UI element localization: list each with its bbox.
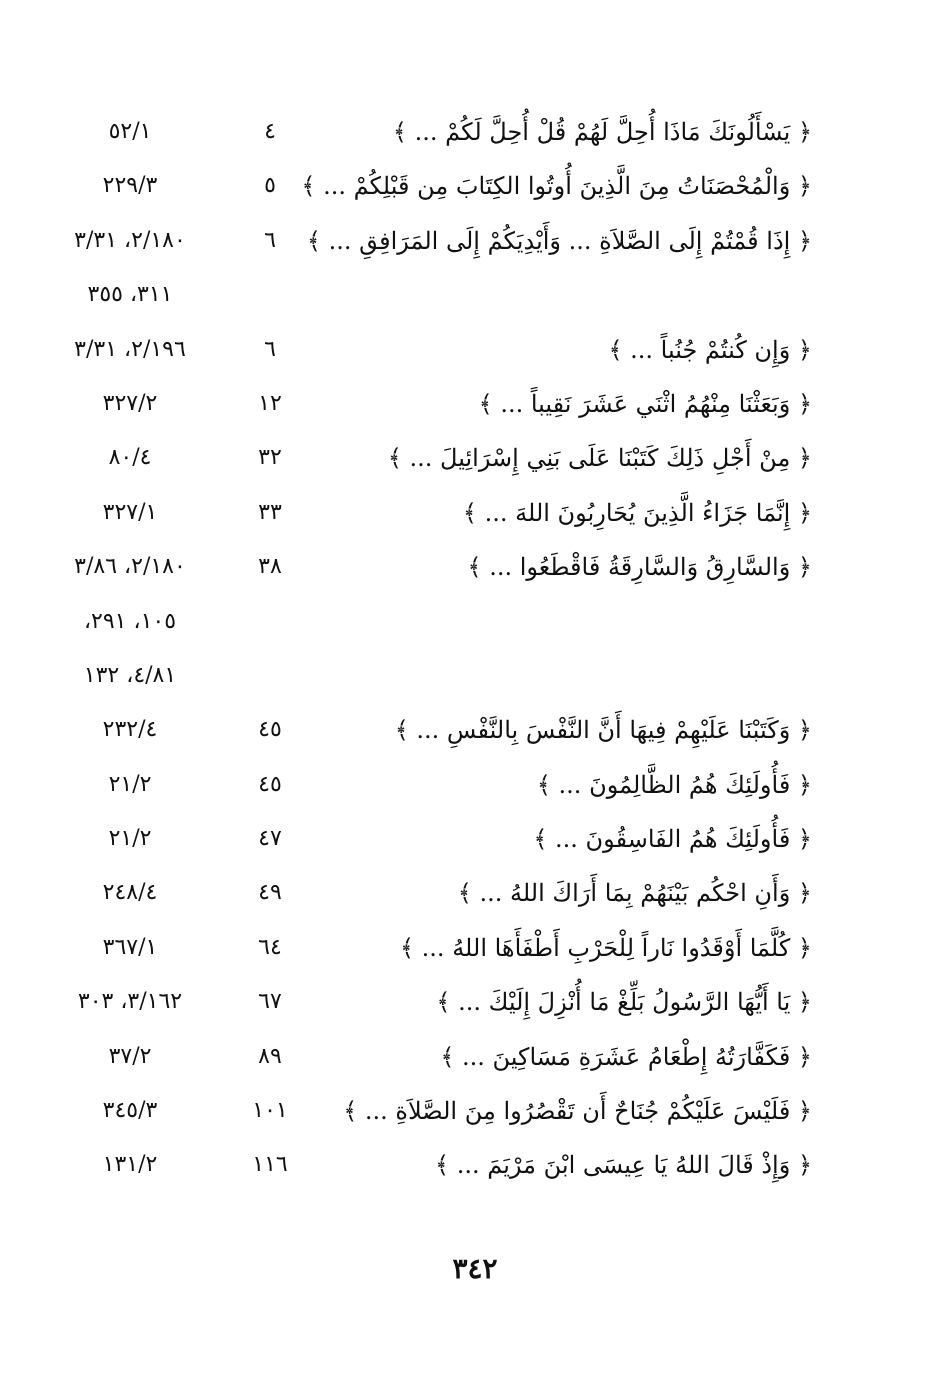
verse-text: ﴿ وَإِن كُنتُمْ جُنُباً ... ﴾ — [608, 335, 812, 364]
verse-number: ٥ — [264, 173, 276, 199]
verse-number: ٤ — [264, 119, 276, 144]
verse-number: ٦ — [264, 336, 276, 362]
index-row — [0, 323, 950, 377]
verse-text: ﴿ فَأُولَئِكَ هُمُ الفَاسِقُونَ ... ﴾ — [533, 825, 812, 854]
verse-number: ٦٧ — [258, 989, 282, 1015]
index-row — [0, 649, 950, 703]
verse-number: ٣٨ — [258, 554, 282, 580]
page-reference: ٢/١٩٦، ٣/٣١ — [74, 336, 186, 362]
index-row — [0, 377, 950, 431]
verse-text: ﴿ إِنَّمَا جَزَاءُ الَّذِينَ يُحَارِبُونَ اللهَ ... ﴾ — [462, 498, 812, 527]
verse-number: ٤٧ — [258, 826, 282, 852]
index-row — [0, 1084, 950, 1138]
page-reference: ٢/١٨٠، ٣/٨٦ — [74, 554, 186, 580]
index-row — [0, 921, 950, 975]
index-row — [0, 866, 950, 920]
page-reference: ٥٢/١ — [108, 119, 152, 144]
page-reference: ٣٦٧/١ — [102, 934, 158, 960]
index-row — [0, 758, 950, 812]
verse-text: ﴿ يَسْأَلُونَكَ مَاذَا أُحِلَّ لَهُمْ قُلْ أُحِلَّ لَكُمْ ... ﴾ — [392, 118, 812, 146]
verse-number: ٦٤ — [258, 934, 282, 960]
page-reference: ٢٤٨/٤ — [102, 880, 158, 906]
verse-text: ﴿ فَكَفَّارَتُهُ إِطْعَامُ عَشَرَةِ مَسَاكِينَ ... ﴾ — [440, 1042, 812, 1071]
verse-number: ٤٥ — [258, 771, 282, 797]
verse-number: ٤٩ — [258, 880, 282, 906]
index-row — [0, 595, 950, 649]
index-row — [0, 268, 950, 322]
page-reference: ٨٠/٤ — [108, 445, 152, 471]
verse-text: ﴿ يَا أَيُّهَا الرَّسُولُ بَلِّغْ مَا أُنْزِلَ إِلَيْكَ ... ﴾ — [436, 988, 812, 1017]
verse-number — [240, 595, 300, 649]
verse-text: ﴿ وَبَعَثْنَا مِنْهُمُ اثْنَي عَشَرَ نَقِيباً ... ﴾ — [478, 389, 812, 418]
page-reference: ٣٧/٢ — [108, 1043, 152, 1069]
verse-text: ﴿ فَأُولَئِكَ هُمُ الظَّالِمُونَ ... ﴾ — [536, 770, 812, 799]
verse-text: ﴿ وَأَنِ احْكُم بَيْنَهُمْ بِمَا أَرَاكَ اللهُ ... ﴾ — [457, 879, 812, 908]
page-reference: ٣٤٥/٣ — [102, 1098, 158, 1124]
verse-number: ٦ — [264, 227, 276, 253]
verse-number — [240, 649, 300, 703]
page-reference: ٢٢٩/٣ — [102, 173, 158, 199]
page-reference: ٢١/٢ — [108, 826, 152, 852]
page-reference: ١٣١/٢ — [102, 1152, 158, 1178]
index-row — [0, 540, 950, 594]
page-reference: ٣/١٦٢، ٣٠٣ — [77, 989, 183, 1015]
index-row — [0, 1138, 950, 1192]
index-row — [0, 214, 950, 268]
page-reference: ٣١١، ٣٥٥ — [87, 282, 173, 308]
page-reference: ٢١/٢ — [108, 771, 152, 797]
page-reference: ٣٢٧/١ — [102, 499, 158, 525]
verse-number: ١٢ — [258, 390, 282, 416]
verse-text: ﴿ وَإِذْ قَالَ اللهُ يَا عِيسَى ابْنَ مَرْيَمَ ... ﴾ — [435, 1151, 812, 1180]
verse-number — [240, 268, 300, 322]
verse-text: ﴿ فَلَيْسَ عَلَيْكُمْ جُنَاحٌ أَن تَقْصُرُوا مِنَ الصَّلاَةِ ... ﴾ — [343, 1097, 812, 1126]
verse-text: ﴿ وَكَتَبْنَا عَلَيْهِمْ فِيهَا أَنَّ النَّفْسَ بِالنَّفْسِ ... ﴾ — [394, 716, 812, 745]
verse-text: ﴿ مِنْ أَجْلِ ذَلِكَ كَتَبْنَا عَلَى بَنِي إِسْرَائِيلَ ... ﴾ — [387, 444, 812, 473]
index-row — [0, 1030, 950, 1084]
index-row — [0, 105, 950, 159]
index-row — [0, 703, 950, 757]
verse-index-table — [0, 105, 950, 1193]
index-row — [0, 975, 950, 1029]
verse-number: ٣٢ — [258, 445, 282, 471]
verse-number: ١٠١ — [252, 1098, 288, 1124]
page-reference: ٢٣٢/٤ — [102, 717, 158, 743]
index-row — [0, 486, 950, 540]
verse-number: ٤٥ — [258, 717, 282, 743]
verse-text: ﴿ وَالسَّارِقُ وَالسَّارِقَةُ فَاقْطَعُوا ... ﴾ — [467, 553, 812, 582]
page-number: ٣٤٢ — [452, 1252, 498, 1285]
page-reference: ٤/٨١، ١٣٢ — [83, 662, 177, 688]
page-reference: ٣٢٧/٢ — [102, 390, 158, 416]
verse-number: ٣٣ — [258, 499, 282, 525]
index-row — [0, 431, 950, 485]
verse-text: ﴿ كُلَّمَا أَوْقَدُوا نَاراً لِلْحَرْبِ أَطْفَأَهَا اللهُ ... ﴾ — [399, 933, 812, 962]
verse-number: ٨٩ — [258, 1043, 282, 1069]
page-reference: ١٠٥، ٢٩١، — [83, 608, 177, 634]
verse-text: ﴿ إِذَا قُمْتُمْ إِلَى الصَّلاَةِ ... وَأَيْدِيَكُمْ إِلَى المَرَافِقِ ... ﴾ — [306, 226, 812, 255]
page-reference: ٢/١٨٠، ٣/٣١ — [74, 227, 186, 253]
verse-number: ١١٦ — [252, 1152, 288, 1178]
index-row — [0, 159, 950, 213]
index-row — [0, 812, 950, 866]
verse-text: ﴿ وَالْمُحْصَنَاتُ مِنَ الَّذِينَ أُوتُوا الكِتَابَ مِن قَبْلِكُمْ ... ﴾ — [301, 172, 812, 201]
